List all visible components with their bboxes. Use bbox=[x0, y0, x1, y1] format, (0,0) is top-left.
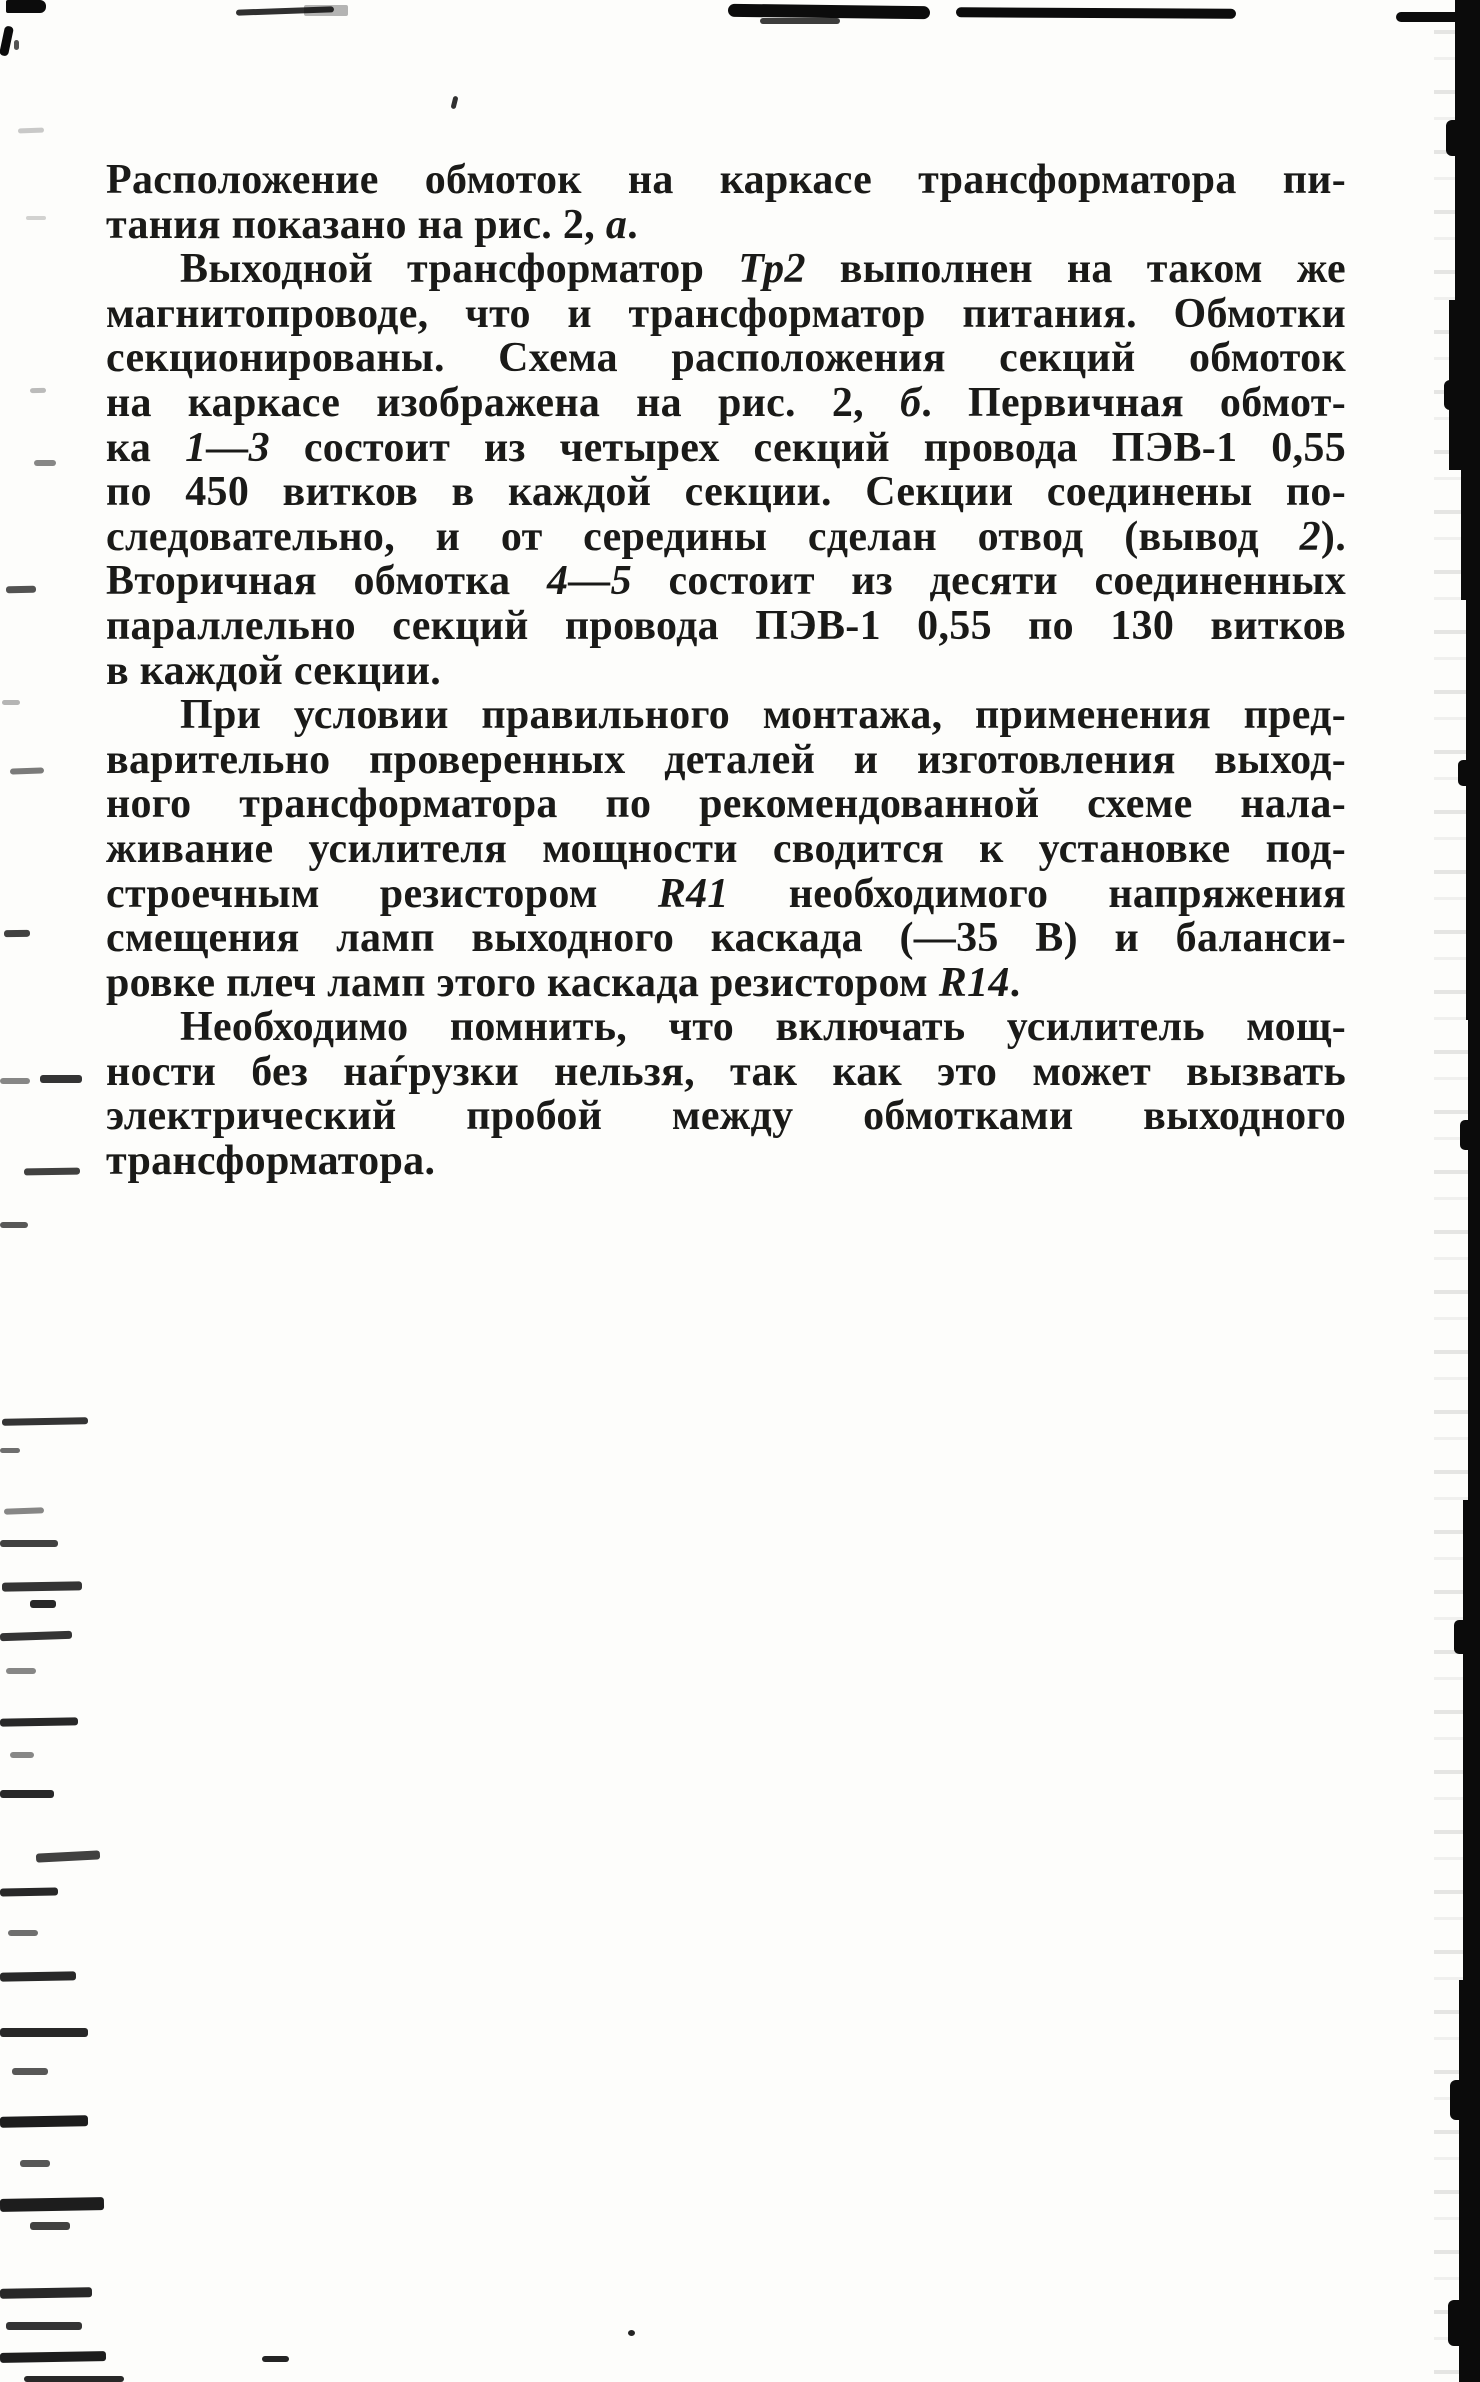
scan-smudge bbox=[0, 2115, 88, 2128]
scan-smudge bbox=[0, 1631, 72, 1642]
text-segment: ка bbox=[106, 424, 186, 471]
scan-smudge bbox=[0, 2351, 106, 2363]
text-segment: параллельно секций провода ПЭВ-1 0,55 по 130 витков bbox=[106, 602, 1346, 649]
text-segment: Расположение обмоток на каркасе трансформатора пи- bbox=[106, 157, 1346, 203]
scan-smudge bbox=[26, 216, 46, 220]
scan-smudge bbox=[2, 1581, 82, 1591]
scan-smudge bbox=[2, 700, 20, 705]
scan-smudge bbox=[0, 1717, 78, 1726]
scan-smudge bbox=[956, 7, 1236, 18]
text-line bbox=[106, 158, 1346, 203]
scan-smudge bbox=[4, 1507, 44, 1514]
body-text bbox=[106, 158, 1346, 1184]
text-line bbox=[106, 1094, 1346, 1139]
text-line bbox=[106, 782, 1346, 827]
text-segment: следовательно, и от середины сделан отвод (вывод bbox=[106, 513, 1300, 560]
text-segment: Тр2 bbox=[738, 246, 806, 293]
text-line bbox=[106, 604, 1346, 649]
scan-smudge bbox=[0, 2028, 88, 2037]
text-segment: Вторичная обмотка bbox=[106, 558, 548, 605]
text-segment: по 450 витков в каждой секции. Секции соединены по- bbox=[106, 469, 1346, 516]
text-segment: необходимого напряжения bbox=[728, 870, 1346, 917]
scan-smudge bbox=[40, 1075, 82, 1083]
scan-edge bbox=[1446, 120, 1480, 156]
scan-smudge bbox=[760, 18, 840, 24]
scan-edge bbox=[1461, 470, 1480, 600]
text-segment: состоит из четырех секций провода ПЭВ-1 0,55 bbox=[269, 424, 1346, 471]
scan-smudge bbox=[0, 1790, 54, 1798]
text-line bbox=[106, 559, 1346, 604]
scan-smudge bbox=[0, 1222, 28, 1228]
text-segment: б bbox=[899, 379, 922, 426]
scan-edge bbox=[1450, 2080, 1480, 2120]
scan-smudge bbox=[34, 460, 56, 466]
text-segment: ности без наѓрузки нельзя, так как это может вызвать bbox=[106, 1048, 1346, 1095]
scan-smudge bbox=[24, 1168, 80, 1176]
scan-smudge bbox=[0, 2287, 92, 2299]
scan-edge bbox=[1468, 1020, 1480, 1500]
text-segment: живание усилителя мощности сводится к установке под- bbox=[106, 825, 1346, 872]
text-segment: выполнен на таком же bbox=[805, 246, 1346, 293]
text-segment: строечным резистором bbox=[106, 870, 658, 917]
scan-smudge bbox=[262, 2356, 289, 2362]
scan-edge bbox=[1463, 1500, 1480, 1980]
scan-smudge bbox=[30, 1600, 56, 1608]
text-segment: ). bbox=[1320, 513, 1346, 560]
text-line bbox=[106, 1005, 1346, 1050]
scan-edge bbox=[1444, 380, 1480, 410]
text-segment: варительно проверенных деталей и изготовления выход- bbox=[106, 736, 1346, 783]
text-segment: . bbox=[1009, 959, 1021, 1006]
text-segment: R14 bbox=[938, 959, 1010, 1006]
page-edge-scan-band bbox=[1434, 0, 1480, 2382]
scan-smudge bbox=[36, 1850, 100, 1862]
text-line bbox=[106, 649, 1346, 694]
text-line bbox=[106, 426, 1346, 471]
text-segment: секционированы. Схема расположения секций обмоток bbox=[106, 335, 1346, 382]
text-segment: электрический пробой между обмотками выходного bbox=[106, 1093, 1346, 1140]
text-line bbox=[106, 872, 1346, 917]
text-segment: трансформатора. bbox=[106, 1138, 436, 1185]
text-line bbox=[106, 1050, 1346, 1095]
scan-smudge bbox=[0, 1448, 20, 1453]
scan-smudge bbox=[8, 1930, 38, 1936]
scan-smudge bbox=[4, 930, 30, 937]
text-line bbox=[106, 738, 1346, 783]
text-line bbox=[106, 1139, 1346, 1184]
text-line bbox=[106, 336, 1346, 381]
text-line bbox=[106, 693, 1346, 738]
text-line bbox=[106, 961, 1346, 1006]
scan-smudge bbox=[30, 2222, 70, 2230]
scan-edge bbox=[1448, 2300, 1480, 2346]
scan-smudge bbox=[0, 1078, 30, 1084]
text-line bbox=[106, 381, 1346, 426]
scan-smudge bbox=[14, 40, 19, 50]
scan-smudge bbox=[24, 2376, 124, 2382]
text-segment: в каждой секции. bbox=[106, 647, 442, 694]
scan-smudge bbox=[20, 2160, 50, 2167]
scan-smudge bbox=[0, 2197, 104, 2212]
text-segment: R41 bbox=[657, 870, 729, 917]
text-segment: магнитопроводе, что и трансформатор питания. Обмотки bbox=[106, 290, 1346, 337]
scan-smudge bbox=[0, 25, 14, 56]
text-line bbox=[106, 203, 1346, 248]
scan-smudge bbox=[6, 1668, 36, 1674]
text-line bbox=[106, 827, 1346, 872]
text-line bbox=[106, 292, 1346, 337]
scan-smudge bbox=[10, 1752, 34, 1758]
text-segment: а bbox=[605, 201, 628, 248]
text-line bbox=[106, 515, 1346, 560]
scan-smudge bbox=[30, 388, 46, 393]
text-segment: Выходной трансформатор bbox=[180, 246, 739, 293]
text-line bbox=[106, 916, 1346, 961]
scan-smudge bbox=[6, 586, 36, 594]
scan-smudge bbox=[2, 1417, 88, 1425]
scan-smudge bbox=[728, 4, 930, 19]
text-segment: 1—3 bbox=[185, 424, 270, 471]
scan-smudge bbox=[451, 96, 459, 110]
scan-smudge bbox=[6, 0, 46, 13]
scan-smudge bbox=[0, 1540, 58, 1547]
text-segment: на каркасе изображена на рис. 2, bbox=[106, 379, 900, 426]
scan-smudge bbox=[6, 2322, 82, 2330]
text-segment: состоит из десяти соединенных bbox=[631, 558, 1346, 605]
scan-edge bbox=[1466, 600, 1480, 1020]
scan-edge bbox=[1460, 1120, 1480, 1150]
text-line bbox=[106, 247, 1346, 292]
scan-smudge bbox=[304, 5, 348, 16]
text-segment: При условии правильного монтажа, применения пред- bbox=[180, 692, 1346, 739]
text-segment: ного трансформатора по рекомендованной схеме нала- bbox=[106, 781, 1346, 828]
text-segment: Необходимо помнить, что включать усилитель мощ- bbox=[180, 1004, 1346, 1051]
text-line bbox=[106, 470, 1346, 515]
text-segment: тания показано на рис. 2, bbox=[106, 201, 606, 248]
scan-smudge bbox=[0, 1887, 58, 1896]
text-segment: . Первичная обмот- bbox=[921, 379, 1346, 426]
scan-smudge bbox=[0, 1971, 76, 1981]
text-segment: ровке плеч ламп этого каскада резистором bbox=[106, 959, 939, 1006]
text-segment: 2 bbox=[1299, 513, 1321, 560]
text-segment: 4—5 bbox=[547, 558, 632, 605]
scan-edge bbox=[1458, 760, 1480, 786]
text-segment: смещения ламп выходного каскада (—35 В) и баланси- bbox=[106, 915, 1346, 962]
scan-smudge bbox=[18, 128, 44, 134]
scan-smudge bbox=[10, 767, 44, 774]
scan-edge bbox=[1454, 1620, 1480, 1654]
scan-smudge bbox=[628, 2330, 635, 2336]
scan-smudge bbox=[12, 2068, 48, 2075]
text-segment: . bbox=[627, 201, 638, 248]
